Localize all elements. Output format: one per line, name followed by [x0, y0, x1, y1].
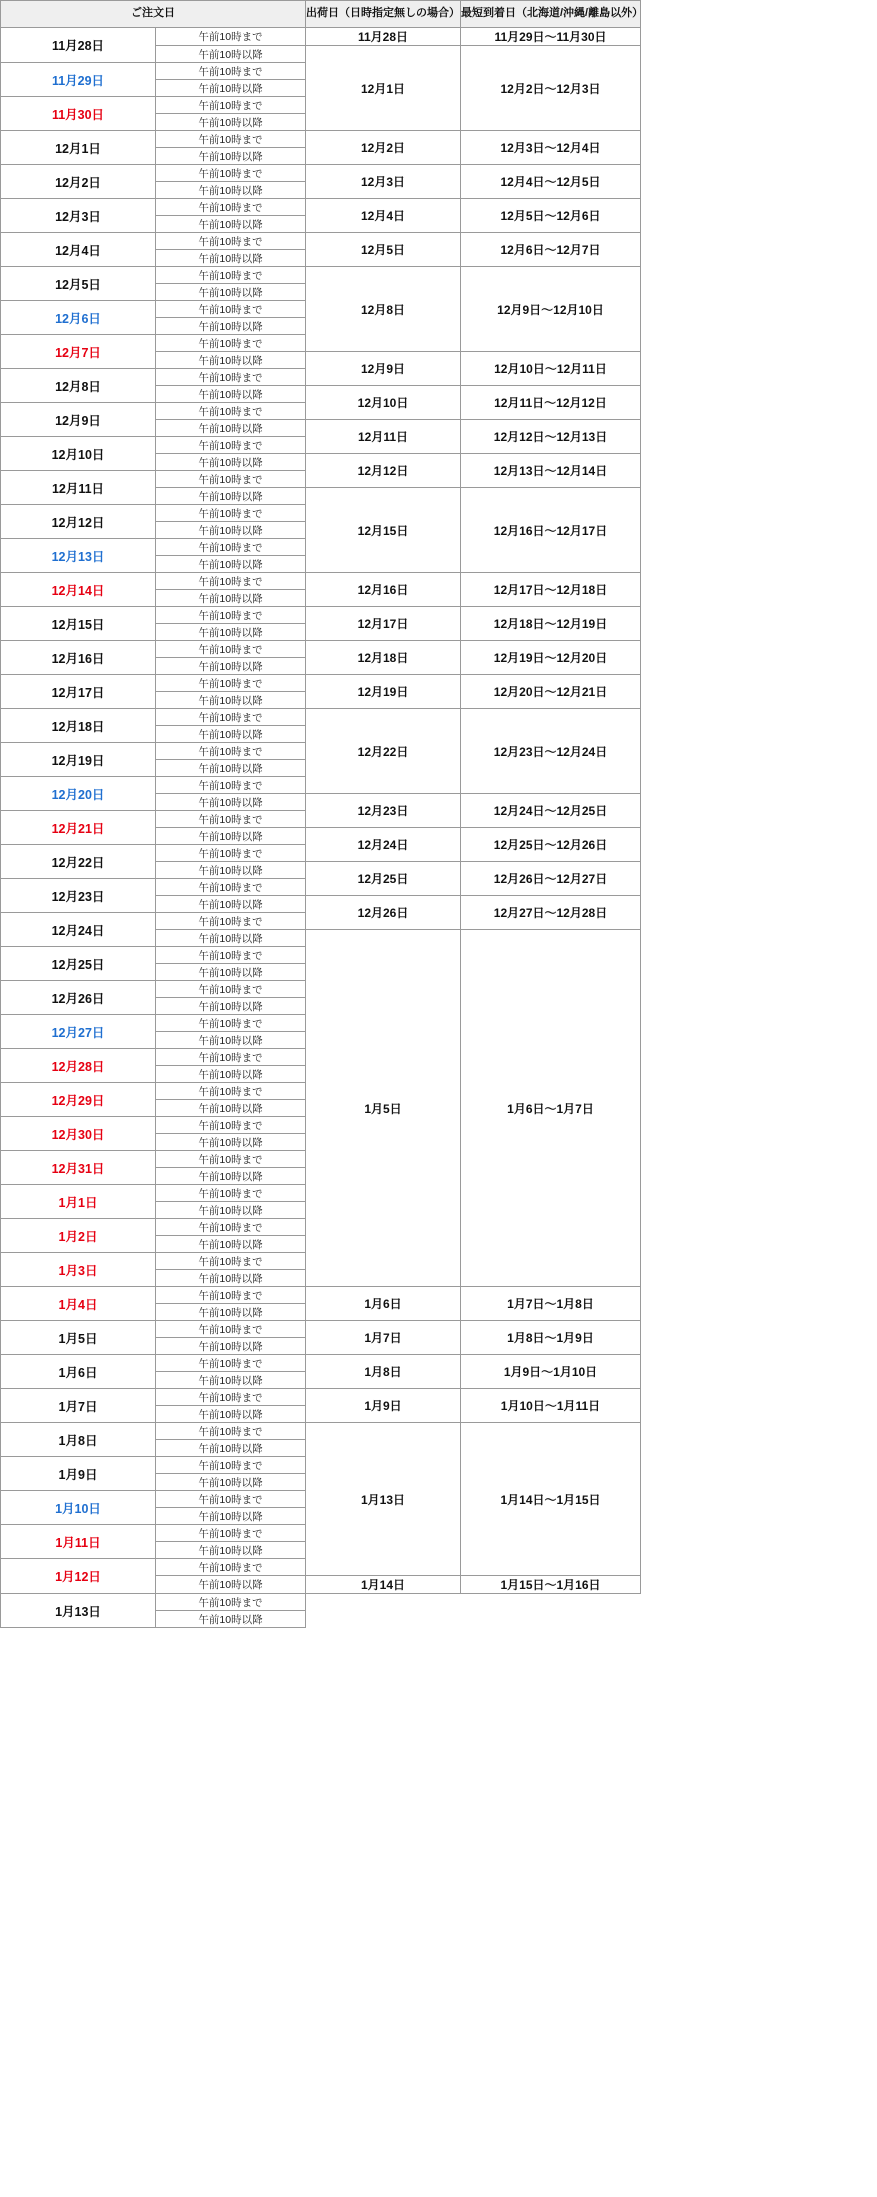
time-before-10: 午前10時まで — [156, 267, 306, 284]
time-after-10: 午前10時以降 — [156, 658, 306, 675]
arrive-date-cell: 11月29日〜11月30日 — [461, 28, 641, 46]
time-before-10: 午前10時まで — [156, 1423, 306, 1440]
time-before-10: 午前10時まで — [156, 1151, 306, 1168]
time-before-10: 午前10時まで — [156, 743, 306, 760]
table-row — [1, 1423, 641, 1440]
time-after-10: 午前10時以降 — [156, 1440, 306, 1457]
time-after-10: 午前10時以降 — [156, 420, 306, 437]
time-after-10: 午前10時以降 — [156, 1338, 306, 1355]
ship-date-cell: 1月5日 — [306, 930, 461, 1287]
arrive-date-cell: 12月5日〜12月6日 — [461, 199, 641, 233]
time-after-10: 午前10時以降 — [156, 624, 306, 641]
arrive-date-cell: 12月27日〜12月28日 — [461, 896, 641, 930]
time-after-10: 午前10時以降 — [156, 250, 306, 267]
arrive-date-cell: 12月18日〜12月19日 — [461, 607, 641, 641]
table-row — [1, 199, 641, 216]
order-date-cell: 12月17日 — [1, 675, 156, 709]
time-before-10: 午前10時まで — [156, 199, 306, 216]
time-after-10: 午前10時以降 — [156, 1236, 306, 1253]
order-date-cell: 1月2日 — [1, 1219, 156, 1253]
ship-date-cell: 12月12日 — [306, 454, 461, 488]
time-before-10: 午前10時まで — [156, 913, 306, 930]
time-after-10: 午前10時以降 — [156, 1270, 306, 1287]
arrive-date-cell: 1月6日〜1月7日 — [461, 930, 641, 1287]
time-after-10: 午前10時以降 — [156, 1202, 306, 1219]
time-after-10: 午前10時以降 — [156, 1474, 306, 1491]
header-ship-date: 出荷日（日時指定無しの場合） — [306, 1, 461, 28]
order-date-cell: 12月24日 — [1, 913, 156, 947]
arrive-date-cell: 12月17日〜12月18日 — [461, 573, 641, 607]
time-after-10: 午前10時以降 — [156, 692, 306, 709]
time-before-10: 午前10時まで — [156, 1117, 306, 1134]
time-before-10: 午前10時まで — [156, 641, 306, 658]
ship-date-cell: 12月4日 — [306, 199, 461, 233]
order-date-cell: 1月1日 — [1, 1185, 156, 1219]
table-row — [1, 233, 641, 250]
ship-date-cell: 12月10日 — [306, 386, 461, 420]
time-after-10: 午前10時以降 — [156, 1372, 306, 1389]
time-after-10: 午前10時以降 — [156, 352, 306, 369]
time-before-10: 午前10時まで — [156, 709, 306, 726]
order-date-cell: 12月27日 — [1, 1015, 156, 1049]
time-before-10: 午前10時まで — [156, 1321, 306, 1338]
order-date-cell: 12月30日 — [1, 1117, 156, 1151]
time-after-10: 午前10時以降 — [156, 318, 306, 335]
time-after-10: 午前10時以降 — [156, 148, 306, 165]
table-row — [1, 165, 641, 182]
table-row — [1, 1389, 641, 1406]
order-date-cell: 11月30日 — [1, 97, 156, 131]
arrive-date-cell: 12月12日〜12月13日 — [461, 420, 641, 454]
time-before-10: 午前10時まで — [156, 1015, 306, 1032]
time-after-10: 午前10時以降 — [156, 488, 306, 505]
order-date-cell: 12月15日 — [1, 607, 156, 641]
time-after-10: 午前10時以降 — [156, 1134, 306, 1151]
table-row — [1, 573, 641, 590]
time-before-10: 午前10時まで — [156, 165, 306, 182]
ship-date-cell: 12月23日 — [306, 794, 461, 828]
arrive-date-cell: 12月23日〜12月24日 — [461, 709, 641, 794]
arrive-date-cell: 1月9日〜1月10日 — [461, 1355, 641, 1389]
order-date-cell: 12月7日 — [1, 335, 156, 369]
ship-date-cell: 1月14日 — [306, 1576, 461, 1594]
time-before-10: 午前10時まで — [156, 981, 306, 998]
arrive-date-cell: 12月13日〜12月14日 — [461, 454, 641, 488]
time-before-10: 午前10時まで — [156, 573, 306, 590]
ship-date-cell: 12月18日 — [306, 641, 461, 675]
time-after-10: 午前10時以降 — [156, 454, 306, 471]
ship-date-cell: 12月2日 — [306, 131, 461, 165]
arrive-date-cell: 12月20日〜12月21日 — [461, 675, 641, 709]
time-after-10: 午前10時以降 — [156, 930, 306, 947]
time-before-10: 午前10時まで — [156, 471, 306, 488]
time-before-10: 午前10時まで — [156, 1559, 306, 1576]
arrive-date-cell: 12月10日〜12月11日 — [461, 352, 641, 386]
time-after-10: 午前10時以降 — [156, 726, 306, 743]
time-after-10: 午前10時以降 — [156, 896, 306, 913]
table-row — [1, 641, 641, 658]
order-date-cell: 12月6日 — [1, 301, 156, 335]
time-after-10: 午前10時以降 — [156, 46, 306, 63]
table-row — [1, 267, 641, 284]
ship-date-cell: 1月7日 — [306, 1321, 461, 1355]
time-after-10: 午前10時以降 — [156, 1066, 306, 1083]
time-before-10: 午前10時まで — [156, 1219, 306, 1236]
order-date-cell: 12月18日 — [1, 709, 156, 743]
order-date-cell: 1月11日 — [1, 1525, 156, 1559]
ship-date-cell: 12月15日 — [306, 488, 461, 573]
time-before-10: 午前10時まで — [156, 505, 306, 522]
order-date-cell: 12月26日 — [1, 981, 156, 1015]
time-before-10: 午前10時まで — [156, 1049, 306, 1066]
time-after-10: 午前10時以降 — [156, 114, 306, 131]
arrive-date-cell: 12月3日〜12月4日 — [461, 131, 641, 165]
time-before-10: 午前10時まで — [156, 1491, 306, 1508]
order-date-cell: 12月19日 — [1, 743, 156, 777]
time-before-10: 午前10時まで — [156, 97, 306, 114]
time-before-10: 午前10時まで — [156, 845, 306, 862]
time-after-10: 午前10時以降 — [156, 1542, 306, 1559]
table-row — [1, 607, 641, 624]
arrive-date-cell: 1月8日〜1月9日 — [461, 1321, 641, 1355]
time-before-10: 午前10時まで — [156, 1355, 306, 1372]
arrive-date-cell: 1月14日〜1月15日 — [461, 1423, 641, 1576]
ship-date-cell: 1月13日 — [306, 1423, 461, 1576]
table-row — [1, 1321, 641, 1338]
table-row — [1, 1355, 641, 1372]
ship-date-cell: 12月25日 — [306, 862, 461, 896]
header-row — [1, 1, 641, 28]
arrive-date-cell: 1月15日〜1月16日 — [461, 1576, 641, 1594]
time-after-10: 午前10時以降 — [156, 1406, 306, 1423]
time-after-10: 午前10時以降 — [156, 590, 306, 607]
time-before-10: 午前10時まで — [156, 131, 306, 148]
order-date-cell: 12月20日 — [1, 777, 156, 811]
order-date-cell: 11月29日 — [1, 63, 156, 97]
order-date-cell: 12月21日 — [1, 811, 156, 845]
ship-date-cell: 12月1日 — [306, 46, 461, 131]
time-before-10: 午前10時まで — [156, 777, 306, 794]
arrive-date-cell: 12月16日〜12月17日 — [461, 488, 641, 573]
order-date-cell: 12月25日 — [1, 947, 156, 981]
time-before-10: 午前10時まで — [156, 1185, 306, 1202]
arrive-date-cell: 1月10日〜1月11日 — [461, 1389, 641, 1423]
time-before-10: 午前10時まで — [156, 607, 306, 624]
table-row — [1, 1287, 641, 1304]
time-before-10: 午前10時まで — [156, 1287, 306, 1304]
time-before-10: 午前10時まで — [156, 1457, 306, 1474]
ship-date-cell: 12月24日 — [306, 828, 461, 862]
ship-date-cell: 12月8日 — [306, 267, 461, 352]
time-after-10: 午前10時以降 — [156, 522, 306, 539]
arrive-date-cell: 1月7日〜1月8日 — [461, 1287, 641, 1321]
time-before-10: 午前10時まで — [156, 675, 306, 692]
order-date-cell: 12月4日 — [1, 233, 156, 267]
time-before-10: 午前10時まで — [156, 1253, 306, 1270]
time-before-10: 午前10時まで — [156, 1525, 306, 1542]
order-date-cell: 12月3日 — [1, 199, 156, 233]
time-before-10: 午前10時まで — [156, 1389, 306, 1406]
time-after-10: 午前10時以降 — [156, 1032, 306, 1049]
time-after-10: 午前10時以降 — [156, 80, 306, 97]
time-before-10: 午前10時まで — [156, 335, 306, 352]
ship-date-cell: 12月19日 — [306, 675, 461, 709]
header-order-date: ご注文日 — [1, 1, 306, 28]
ship-date-cell: 12月26日 — [306, 896, 461, 930]
time-before-10: 午前10時まで — [156, 1083, 306, 1100]
table-row — [1, 675, 641, 692]
time-after-10: 午前10時以降 — [156, 828, 306, 845]
order-date-cell: 1月7日 — [1, 1389, 156, 1423]
arrive-date-cell: 12月4日〜12月5日 — [461, 165, 641, 199]
ship-date-cell: 12月22日 — [306, 709, 461, 794]
time-before-10: 午前10時まで — [156, 63, 306, 80]
order-date-cell: 12月23日 — [1, 879, 156, 913]
order-date-cell: 1月4日 — [1, 1287, 156, 1321]
arrive-date-cell: 12月19日〜12月20日 — [461, 641, 641, 675]
time-before-10: 午前10時まで — [156, 947, 306, 964]
order-date-cell: 12月8日 — [1, 369, 156, 403]
order-date-cell: 12月1日 — [1, 131, 156, 165]
arrive-date-cell: 12月26日〜12月27日 — [461, 862, 641, 896]
order-date-cell: 1月13日 — [1, 1594, 156, 1628]
arrive-date-cell: 12月2日〜12月3日 — [461, 46, 641, 131]
order-date-cell: 1月3日 — [1, 1253, 156, 1287]
arrive-date-cell: 12月6日〜12月7日 — [461, 233, 641, 267]
time-after-10: 午前10時以降 — [156, 1304, 306, 1321]
order-date-cell: 12月28日 — [1, 1049, 156, 1083]
time-before-10: 午前10時まで — [156, 28, 306, 46]
table-row — [1, 28, 641, 46]
arrive-date-cell: 12月9日〜12月10日 — [461, 267, 641, 352]
time-after-10: 午前10時以降 — [156, 862, 306, 879]
time-before-10: 午前10時まで — [156, 539, 306, 556]
time-after-10: 午前10時以降 — [156, 182, 306, 199]
order-date-cell: 12月5日 — [1, 267, 156, 301]
order-date-cell: 12月12日 — [1, 505, 156, 539]
time-before-10: 午前10時まで — [156, 811, 306, 828]
order-date-cell: 12月29日 — [1, 1083, 156, 1117]
arrive-date-cell: 12月25日〜12月26日 — [461, 828, 641, 862]
ship-date-cell: 11月28日 — [306, 28, 461, 46]
order-date-cell: 12月11日 — [1, 471, 156, 505]
ship-date-cell: 12月11日 — [306, 420, 461, 454]
ship-date-cell: 12月5日 — [306, 233, 461, 267]
time-after-10: 午前10時以降 — [156, 760, 306, 777]
time-after-10: 午前10時以降 — [156, 1100, 306, 1117]
ship-date-cell: 12月3日 — [306, 165, 461, 199]
order-date-cell: 12月31日 — [1, 1151, 156, 1185]
time-after-10: 午前10時以降 — [156, 1611, 306, 1628]
time-after-10: 午前10時以降 — [156, 998, 306, 1015]
time-before-10: 午前10時まで — [156, 1594, 306, 1611]
ship-date-cell: 1月9日 — [306, 1389, 461, 1423]
order-date-cell: 11月28日 — [1, 28, 156, 63]
order-date-cell: 12月10日 — [1, 437, 156, 471]
time-after-10: 午前10時以降 — [156, 1508, 306, 1525]
time-after-10: 午前10時以降 — [156, 284, 306, 301]
table-row — [1, 1594, 641, 1611]
order-date-cell: 1月5日 — [1, 1321, 156, 1355]
table-row — [1, 709, 641, 726]
order-date-cell: 1月12日 — [1, 1559, 156, 1594]
ship-date-cell: 12月9日 — [306, 352, 461, 386]
time-after-10: 午前10時以降 — [156, 794, 306, 811]
time-before-10: 午前10時まで — [156, 233, 306, 250]
order-date-cell: 12月22日 — [1, 845, 156, 879]
time-before-10: 午前10時まで — [156, 879, 306, 896]
order-date-cell: 12月9日 — [1, 403, 156, 437]
table-row — [1, 131, 641, 148]
order-date-cell: 12月13日 — [1, 539, 156, 573]
time-after-10: 午前10時以降 — [156, 386, 306, 403]
order-date-cell: 1月8日 — [1, 1423, 156, 1457]
time-after-10: 午前10時以降 — [156, 1576, 306, 1594]
time-before-10: 午前10時まで — [156, 301, 306, 318]
order-date-cell: 12月14日 — [1, 573, 156, 607]
order-date-cell: 12月2日 — [1, 165, 156, 199]
table-header — [1, 1, 644, 28]
time-before-10: 午前10時まで — [156, 437, 306, 454]
time-after-10: 午前10時以降 — [156, 556, 306, 573]
time-after-10: 午前10時以降 — [156, 216, 306, 233]
order-date-cell: 12月16日 — [1, 641, 156, 675]
ship-date-cell: 1月8日 — [306, 1355, 461, 1389]
time-after-10: 午前10時以降 — [156, 1168, 306, 1185]
order-date-cell: 1月6日 — [1, 1355, 156, 1389]
order-date-cell: 1月9日 — [1, 1457, 156, 1491]
time-after-10: 午前10時以降 — [156, 964, 306, 981]
ship-date-cell: 12月17日 — [306, 607, 461, 641]
ship-date-cell: 12月16日 — [306, 573, 461, 607]
arrive-date-cell: 12月11日〜12月12日 — [461, 386, 641, 420]
arrive-date-cell: 12月24日〜12月25日 — [461, 794, 641, 828]
table-body — [1, 28, 641, 1628]
time-before-10: 午前10時まで — [156, 369, 306, 386]
order-date-cell: 1月10日 — [1, 1491, 156, 1525]
time-before-10: 午前10時まで — [156, 403, 306, 420]
header-arrive-date: 最短到着日（北海道/沖縄/離島以外） — [461, 1, 641, 28]
ship-date-cell: 1月6日 — [306, 1287, 461, 1321]
